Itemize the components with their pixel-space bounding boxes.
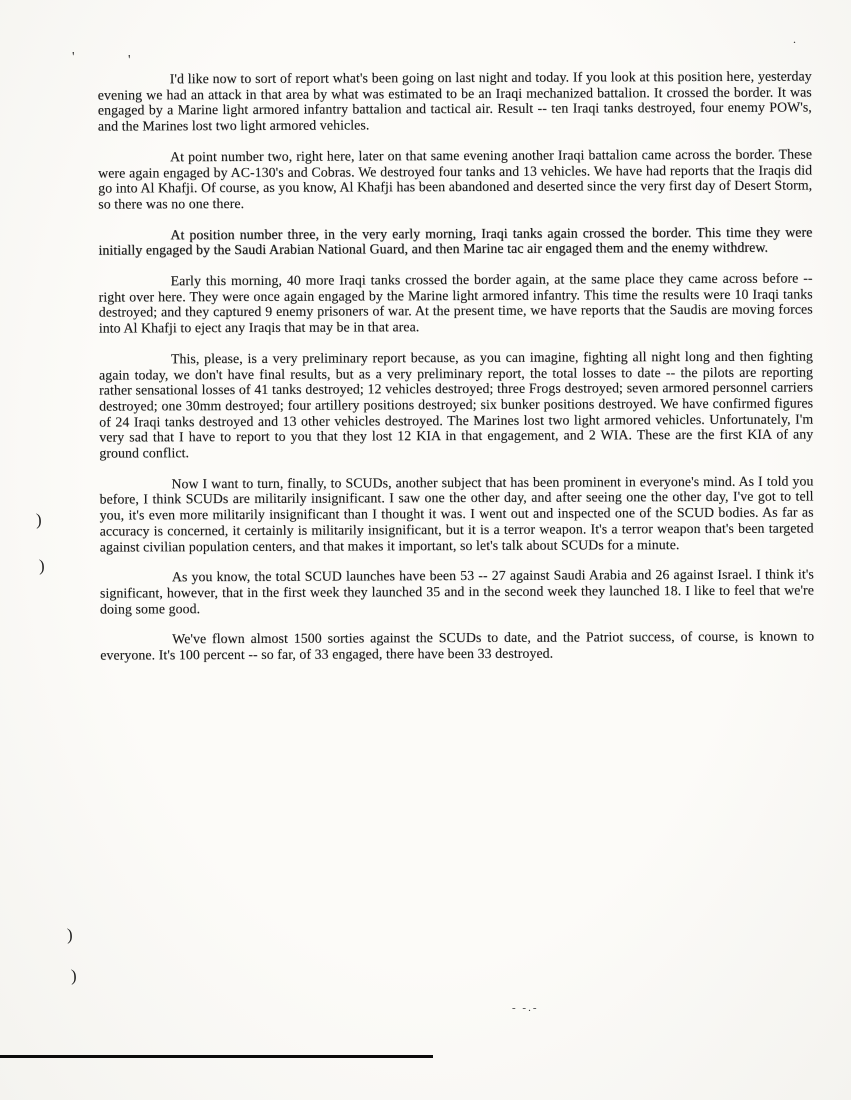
- paragraph-scuds-intro: Now I want to turn, finally, to SCUDs, another subject that has been prominent in everyone's mind. As I told you before, I think SCUDs are militarily insignificant. I saw one the other day, and after seeing one the other day, I've got to tell you, it's even more militarily insignificant than I thought it was. I went out and inspected one of the SCUD bodies. As far as accuracy is concerned, it certainly is militarily insignificant, but it is a terror weapon. It's a terror weapon that's been targeted against civilian population centers, and that makes it important, so let's talk about SCUDs for a minute.: [99, 473, 814, 555]
- scan-speck-dot: .: [793, 32, 796, 46]
- scan-speck-mark: ': [72, 50, 75, 65]
- paragraph-early-this-morning: Early this morning, 40 more Iraqi tanks crossed the border again, at the same place they came across before -- right over here. They were once again engaged by the Marine light armored infantry. This time the results were 10 Iraqi tanks destroyed; and they captured 9 enemy prisoners of war. At the present time, we have reports that the Saudis are moving forces into Al Khafji to eject any Iraqis that may be in that area.: [98, 270, 813, 336]
- margin-paren-mark: ): [66, 924, 73, 945]
- document-text-block: [98, 68, 815, 678]
- paragraph-point-number-two: At point number two, right here, later on that same evening another Iraqi battalion came across the border. These were again engaged by AC-130's and Cobras. We destroyed four tanks and 13 vehicles. We have had reports that the Iraqis did go into Al Khafji. Of course, as you know, Al Khafji has been abandoned and deserted since the very first day of Desert Storm, so there was no one there.: [98, 146, 813, 212]
- paragraph-scud-sorties-patriot: We've flown almost 1500 sorties against the SCUDs to date, and the Patriot success, of course, is known to everyone. It's 100 percent -- so far, of 33 engaged, there have been 33 destroyed.: [100, 628, 815, 663]
- scan-dash-mark: - -.-: [512, 1002, 539, 1014]
- paragraph-preliminary-report-losses: This, please, is a very preliminary report because, as you can imagine, fighting all night long and then fighting again today, we don't have final results, but as a very preliminary report, the total losses to date -- the pilots are reporting rather sensational losses of 41 tanks destroyed; 12 vehicles destroyed; three Frogs destroyed; seven armored personnel carriers destroyed; one 30mm destroyed; four artillery positions destroyed; six bunker positions destroyed. We have confirmed figures of 24 Iraqi tanks destroyed and 13 other vehicles destroyed. The Marines lost two light armored vehicles. Unfortunately, I'm very sad that I have to report to you that they lost 12 KIA in that engagement, and 2 WIA. These are the first KIA of any ground conflict.: [98, 348, 814, 461]
- paragraph-scud-launch-totals: As you know, the total SCUD launches have been 53 -- 27 against Saudi Arabia and 26 against Israel. I think it's significant, however, that in the first week they launched 35 and in the second week they launched 18. I like to feel that we're doing some good.: [99, 566, 814, 617]
- scan-edge-line: [0, 1055, 433, 1058]
- paragraph-position-number-three: At position number three, in the very early morning, Iraqi tanks again crossed the border. This time they were initially engaged by the Saudi Arabian National Guard, and then Marine tac air engaged them and the enemy withdrew.: [98, 224, 813, 258]
- margin-paren-mark: ): [35, 509, 42, 530]
- paragraph-last-night-report-intro: I'd like now to sort of report what's been going on last night and today. If you look at this position here, yesterday evening we had an attack in that area by what was estimated to be an Iraqi mechanized battalion. It crossed the border. It was engaged by a Marine light armored infantry battalion and tactical air. Result -- ten Iraqi tanks destroyed, four enemy POW's, and the Marines lost two light armored vehicles.: [97, 68, 812, 134]
- margin-paren-mark: ): [38, 555, 45, 576]
- scan-speck-mark: ': [128, 53, 131, 68]
- margin-paren-mark: ): [70, 965, 77, 986]
